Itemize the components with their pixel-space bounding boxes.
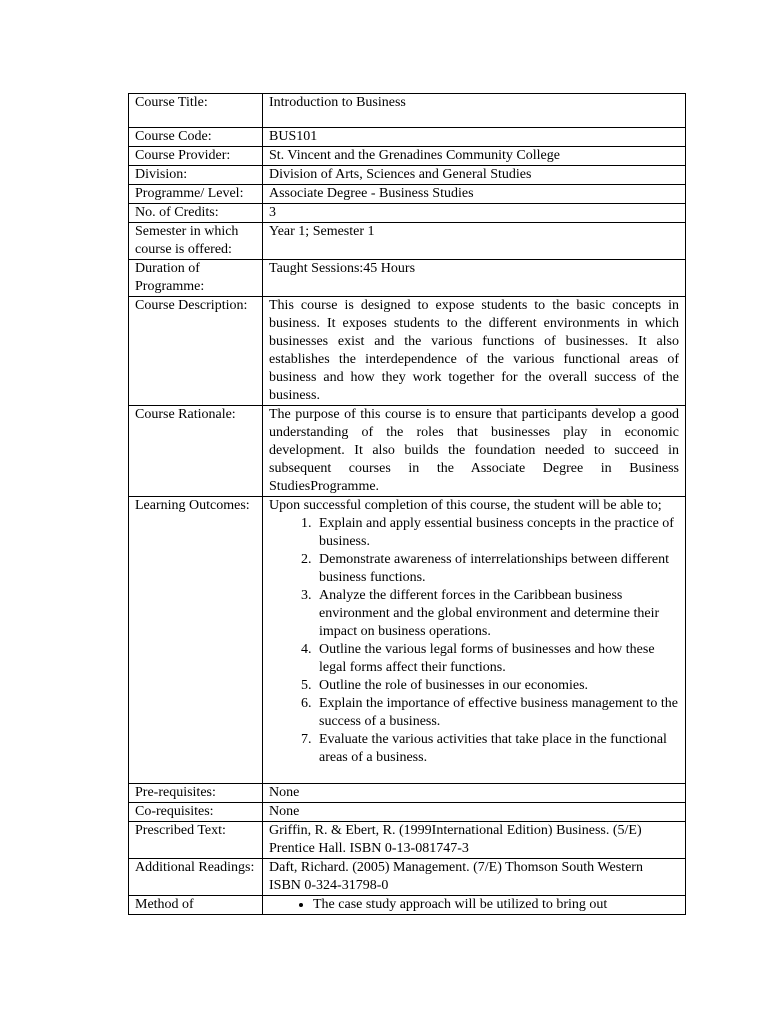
label-additional-readings: Additional Readings: [129, 859, 263, 896]
row-learning-outcomes [129, 497, 686, 784]
label-credits: No. of Credits: [129, 204, 263, 223]
label-programme-level: Programme/ Level: [129, 185, 263, 204]
outcome-item: 5. Outline the role of businesses in our economies. [315, 677, 679, 695]
outcome-item: 6. Explain the importance of effective business management to the success of a business. [315, 695, 679, 731]
value-course-description: This course is designed to expose students to the basic concepts in business. It exposes students to the different environments in which businesses exist and the various functions of businesses. It also establishes the interdependence of the various functional areas of business and how they work together for the overall success of the business. [263, 297, 686, 406]
label-division: Division: [129, 166, 263, 185]
label-semester: Semester in which course is offered: [129, 223, 263, 260]
value-division: Division of Arts, Sciences and General Studies [263, 166, 686, 185]
value-credits: 3 [263, 204, 686, 223]
label-learning-outcomes: Learning Outcomes: [129, 497, 263, 784]
row-method [129, 896, 686, 915]
label-corequisites: Co-requisites: [129, 803, 263, 822]
outcome-item: 7. Evaluate the various activities that take place in the functional areas of a business. [315, 731, 679, 767]
outcome-item: 2. Demonstrate awareness of interrelationships between different business functions. [315, 551, 679, 587]
outcomes-intro: Upon successful completion of this course, the student will be able to; [269, 498, 662, 513]
outcome-item: 3. Analyze the different forces in the Caribbean business environment and the global environment and determine their impact on business operations. [315, 587, 679, 641]
label-prescribed-text: Prescribed Text: [129, 822, 263, 859]
row-additional-readings [129, 859, 686, 896]
value-prerequisites: None [263, 784, 686, 803]
row-prescribed-text [129, 822, 686, 859]
label-method: Method of [129, 896, 263, 915]
value-course-provider: St. Vincent and the Grenadines Community College [263, 147, 686, 166]
methods-list [269, 896, 679, 914]
row-course-code [129, 128, 686, 147]
method-bullet: • The case study approach will be utilized to bring out [313, 896, 679, 914]
outcomes-list [269, 515, 679, 767]
value-duration: Taught Sessions:45 Hours [263, 260, 686, 297]
label-course-description: Course Description: [129, 297, 263, 406]
value-corequisites: None [263, 803, 686, 822]
value-method [263, 896, 686, 915]
value-course-code: BUS101 [263, 128, 686, 147]
value-prescribed-text [263, 822, 686, 859]
value-course-title: Introduction to Business [263, 94, 686, 128]
row-programme-level [129, 185, 686, 204]
row-course-description [129, 297, 686, 406]
label-duration: Duration of Programme: [129, 260, 263, 297]
row-corequisites [129, 803, 686, 822]
value-course-rationale: The purpose of this course is to ensure that participants develop a good understanding of the roles that businesses play in economic development. It also builds the foundation needed to succeed in subsequent courses in the Associate Degree in Business StudiesProgramme. [263, 406, 686, 497]
row-prerequisites [129, 784, 686, 803]
outcome-item: 4. Outline the various legal forms of businesses and how these legal forms affect their functions. [315, 641, 679, 677]
course-outline-table [128, 93, 686, 915]
row-credits [129, 204, 686, 223]
row-division [129, 166, 686, 185]
prescribed-line-2: Prentice Hall. ISBN 0-13-081747-3 [269, 841, 469, 856]
label-course-title: Course Title: [129, 94, 263, 128]
additional-line-1: Daft, Richard. (2005) Management. (7/E) Thomson South Western [269, 860, 643, 875]
label-prerequisites: Pre-requisites: [129, 784, 263, 803]
row-semester [129, 223, 686, 260]
value-semester: Year 1; Semester 1 [263, 223, 686, 260]
label-course-rationale: Course Rationale: [129, 406, 263, 497]
row-course-rationale [129, 406, 686, 497]
additional-line-2: ISBN 0-324-31798-0 [269, 878, 389, 893]
prescribed-line-1: Griffin, R. & Ebert, R. (1999International Edition) Business. (5/E) [269, 823, 642, 838]
value-learning-outcomes [263, 497, 686, 784]
row-duration [129, 260, 686, 297]
row-course-title [129, 94, 686, 128]
value-additional-readings [263, 859, 686, 896]
label-course-code: Course Code: [129, 128, 263, 147]
row-course-provider [129, 147, 686, 166]
label-course-provider: Course Provider: [129, 147, 263, 166]
value-programme-level: Associate Degree - Business Studies [263, 185, 686, 204]
outcome-item: 1. Explain and apply essential business concepts in the practice of business. [315, 515, 679, 551]
